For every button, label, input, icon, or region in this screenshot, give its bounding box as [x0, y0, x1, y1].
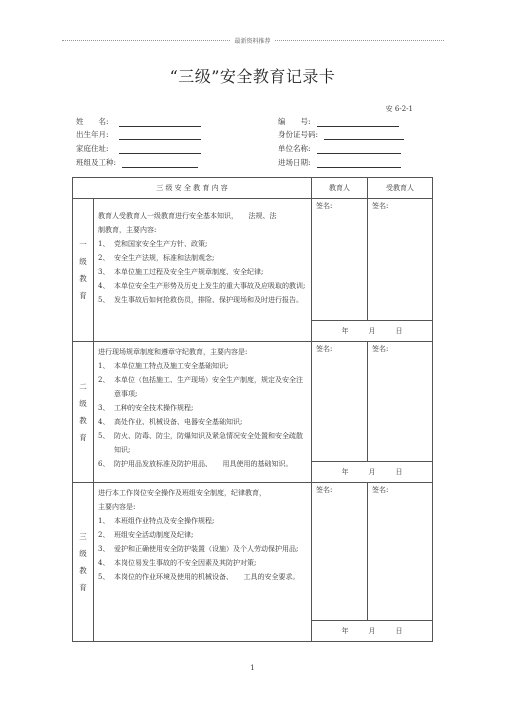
list-item — [98, 429, 307, 457]
item-number: 2、 — [98, 531, 110, 539]
sign-label: 签名: — [316, 486, 333, 494]
number-input-line[interactable] — [317, 117, 399, 127]
item-text: 高处作业、机械设备、电器安全基础知识; — [114, 418, 243, 426]
item-number: 1、 — [98, 517, 110, 525]
list-item — [98, 570, 307, 584]
level1-char: 教 — [79, 274, 87, 283]
day-label: 日 — [395, 627, 403, 635]
address-input-line[interactable] — [119, 144, 201, 154]
header-educator: 教育人 — [312, 178, 368, 199]
item-number: 6、 — [98, 460, 110, 468]
item-text: 本岗位的作业环境及使用的机械设备、 工具的安全要求。 — [114, 573, 300, 581]
sign-label: 签名: — [372, 345, 389, 353]
item-text: 本单位施工过程及安全生产规章制度、安全纪律; — [114, 268, 264, 276]
year-label: 年 — [341, 327, 349, 335]
level1-char: 级 — [79, 257, 87, 266]
page-number: 1 — [250, 664, 255, 672]
item-number: 4、 — [98, 282, 110, 290]
level2-char: 二 — [79, 382, 87, 391]
list-item — [98, 514, 307, 528]
birth-field — [76, 129, 201, 140]
item-number: 2、 — [98, 254, 110, 262]
item-number: 3、 — [98, 404, 110, 412]
level2-char: 级 — [79, 399, 87, 408]
level1-intro: 制教育，主要内容: — [98, 226, 157, 234]
header-label: 最新资料推荐 — [230, 38, 274, 45]
sign-label: 签名: — [372, 202, 389, 210]
id-label: 身份证号码: — [278, 130, 319, 139]
level1-row — [73, 199, 433, 321]
birth-input-line[interactable] — [119, 130, 201, 140]
team-field — [76, 157, 198, 168]
id-field — [278, 129, 404, 140]
document-code: 安 6-2-1 — [385, 105, 413, 113]
item-text: 本单位施工特点及施工安全基础知识; — [114, 362, 229, 370]
item-number: 3、 — [98, 268, 110, 276]
level2-educator-sign[interactable] — [312, 342, 368, 462]
item-text: 本单位（包括施工、生产现场）安全生产制度，规定及安全注意事项; — [114, 376, 303, 398]
entry-date-label: 进场日期: — [278, 158, 311, 167]
item-number: 1、 — [98, 362, 110, 370]
item-text: 本岗位易发生事故的不安全因素及其防护对策; — [114, 559, 257, 567]
list-item — [98, 401, 307, 415]
item-number: 5、 — [98, 573, 110, 581]
address-label: 家庭住址: — [76, 144, 109, 153]
month-label: 月 — [368, 327, 376, 335]
item-text: 发生事故后如何抢救伤员，排险、保护现场和及时进行报告。 — [114, 296, 303, 304]
level3-label — [73, 483, 94, 642]
level2-row — [73, 342, 433, 462]
entry-date-input-line[interactable] — [317, 158, 401, 168]
level2-intro: 进行现场规章制度和遵章守纪教育，主要内容是: — [98, 348, 248, 356]
unit-label: 单位名称: — [278, 144, 311, 153]
item-number: 4、 — [98, 559, 110, 567]
sign-label: 签名: — [316, 345, 333, 353]
day-label: 日 — [395, 327, 403, 335]
name-label: 姓 名: — [76, 117, 109, 126]
level2-date[interactable] — [312, 462, 433, 483]
month-label: 月 — [368, 468, 376, 476]
item-text: 党和国家安全生产方针、政策; — [114, 240, 208, 248]
name-field — [76, 116, 201, 127]
item-number: 3、 — [98, 545, 110, 553]
level3-char: 育 — [79, 583, 87, 592]
level1-label — [73, 199, 94, 342]
sign-label: 签名: — [372, 486, 389, 494]
item-number: 4、 — [98, 418, 110, 426]
header-educated: 受教育人 — [368, 178, 433, 199]
address-field — [76, 143, 201, 154]
level1-educated-sign[interactable] — [368, 199, 433, 321]
list-item — [98, 528, 307, 542]
day-label: 日 — [395, 468, 403, 476]
level1-char: 育 — [79, 291, 87, 300]
sign-label: 签名: — [316, 202, 333, 210]
level1-educator-sign[interactable] — [312, 199, 368, 321]
birth-label: 出生年月: — [76, 130, 109, 139]
item-number: 5、 — [98, 432, 110, 440]
header-content: 三 级 安 全 教 育 内 容 — [73, 178, 312, 199]
level3-row — [73, 483, 433, 621]
level2-char: 教 — [79, 416, 87, 425]
number-label: 编 号: — [278, 117, 311, 126]
item-number: 5、 — [98, 296, 110, 304]
list-item — [98, 556, 307, 570]
level3-date[interactable] — [312, 621, 433, 642]
level3-char: 级 — [79, 549, 87, 558]
name-input-line[interactable] — [119, 117, 201, 127]
item-text: 本单位安全生产形势及历史上发生的重大事故及应吸取的教训; — [114, 282, 306, 290]
list-item — [98, 237, 307, 251]
item-number: 2、 — [98, 376, 110, 384]
level3-content — [94, 483, 312, 642]
level3-educator-sign[interactable] — [312, 483, 368, 621]
list-item — [98, 265, 307, 279]
year-label: 年 — [341, 627, 349, 635]
level3-intro: 进行本工作岗位安全操作及班组安全制度，纪律教育， — [98, 489, 266, 497]
level1-intro: 教育人受教育人一级教育进行安全基本知识， 法规、法 — [98, 212, 277, 220]
level3-educated-sign[interactable] — [368, 483, 433, 621]
level1-content — [94, 199, 312, 342]
item-text: 本班组作业特点及安全操作规程; — [114, 517, 215, 525]
team-input-line[interactable] — [122, 158, 198, 168]
item-text: 安全生产法规，标准和法制观念; — [114, 254, 215, 262]
item-text: 防火、防毒、防尘，防爆知识及紧急情况安全处置和安全疏散知识; — [114, 432, 303, 454]
item-number: 1、 — [98, 240, 110, 248]
list-item — [98, 373, 307, 401]
level1-char: 一 — [79, 240, 87, 249]
level1-date[interactable] — [312, 321, 433, 342]
document-title: “三级”安全教育记录卡 — [169, 67, 336, 86]
item-text: 爱护和正确使用安全防护装置（设施）及个人劳动保护用品; — [114, 545, 299, 553]
education-record-table — [72, 177, 433, 642]
list-item — [98, 251, 307, 265]
number-field — [278, 116, 399, 127]
entry-date-field — [278, 157, 401, 168]
level2-content — [94, 342, 312, 483]
month-label: 月 — [368, 627, 376, 635]
list-item — [98, 415, 307, 429]
list-item — [98, 457, 307, 471]
page-header — [0, 36, 505, 45]
id-input-line[interactable] — [324, 130, 404, 140]
level2-char: 育 — [79, 433, 87, 442]
list-item — [98, 279, 307, 293]
item-text: 班组安全活动制度及纪律; — [114, 531, 194, 539]
list-item — [98, 542, 307, 556]
unit-input-line[interactable] — [317, 144, 401, 154]
level2-label — [73, 342, 94, 483]
level3-intro: 主要内容是: — [98, 503, 136, 511]
year-label: 年 — [341, 468, 349, 476]
item-text: 防护用品发放标准及防护用品、 用具使用的基础知识。 — [114, 460, 293, 468]
list-item — [98, 359, 307, 373]
team-label: 班组及工种: — [76, 158, 117, 167]
unit-field — [278, 143, 401, 154]
item-text: 工种的安全技术操作规程; — [114, 404, 194, 412]
level3-char: 三 — [79, 532, 87, 541]
table-header-row — [73, 178, 433, 199]
level3-char: 教 — [79, 566, 87, 575]
level2-educated-sign[interactable] — [368, 342, 433, 462]
list-item — [98, 293, 307, 307]
